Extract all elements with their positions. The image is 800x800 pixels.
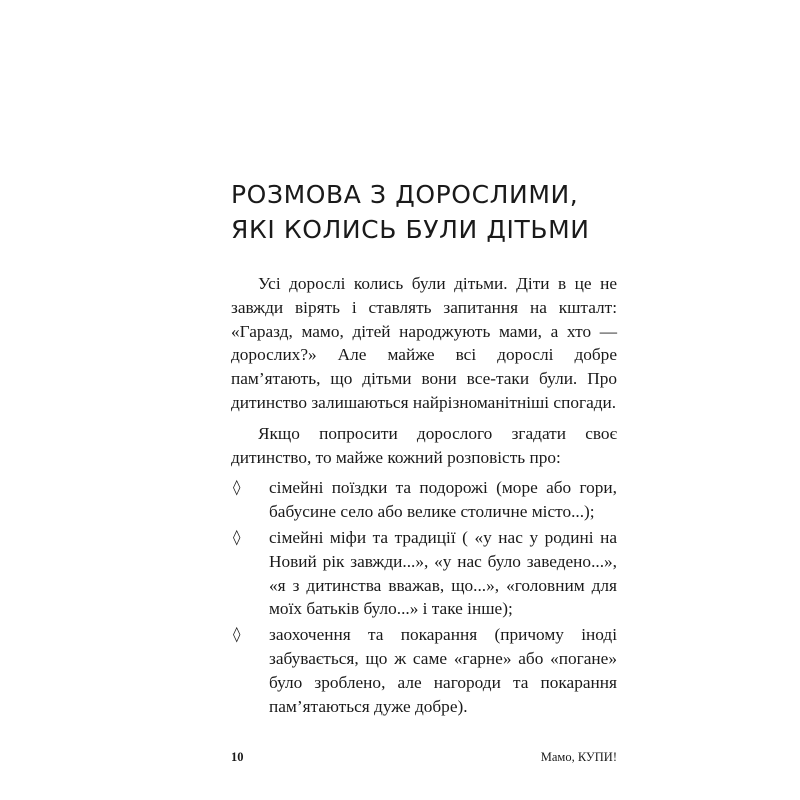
- list-item: [231, 476, 617, 524]
- chapter-heading-line-1: РОЗМОВА З ДОРОСЛИМИ,: [231, 180, 579, 209]
- diamond-outline-icon: ◊: [233, 478, 241, 497]
- page-number: 10: [231, 750, 244, 764]
- body-text: [231, 272, 617, 718]
- diamond-outline-icon: ◊: [233, 625, 241, 644]
- chapter-heading: [231, 177, 651, 247]
- list-item-text: заохочення та покарання (причому іноді забувається, що ж саме «гарне» або «погане» було зроблено, але нагороди та покарання пам’ятаються дуже добре).: [269, 625, 617, 716]
- running-title: Мамо, КУПИ!: [540, 750, 617, 764]
- diamond-outline-icon: ◊: [233, 527, 241, 546]
- list-item: [231, 623, 617, 718]
- paragraph-1: Усі дорослі колись були дітьми. Діти в це не завжди вірять і ставлять запитання на кшталт: «Гаразд, мамо, дітей народжують мами, а хто — дорослих?» Але майже всі дорослі добре пам’ятають, що дітьми вони все-таки були. Про дитинство залишаються найрізноманітніші спогади.: [231, 274, 617, 412]
- memories-list: [231, 476, 617, 718]
- list-item-text: сімейні поїздки та подорожі (море або гори, бабусине село або велике столичне місто...);: [269, 478, 617, 522]
- paragraph-2: Якщо попросити дорослого згадати своє дитинство, то майже кожний розповість про:: [231, 423, 617, 467]
- list-item-text: сімейні міфи та традиції ( «у нас у родині на Новий рік завжди...», «у нас було заведено...», «я з дитинства вважав, що...», «головним для моїх батьків було...» і таке інше);: [269, 527, 617, 619]
- chapter-heading-line-2: ЯКІ КОЛИСЬ БУЛИ ДІТЬМИ: [231, 215, 590, 244]
- list-item: [231, 526, 617, 621]
